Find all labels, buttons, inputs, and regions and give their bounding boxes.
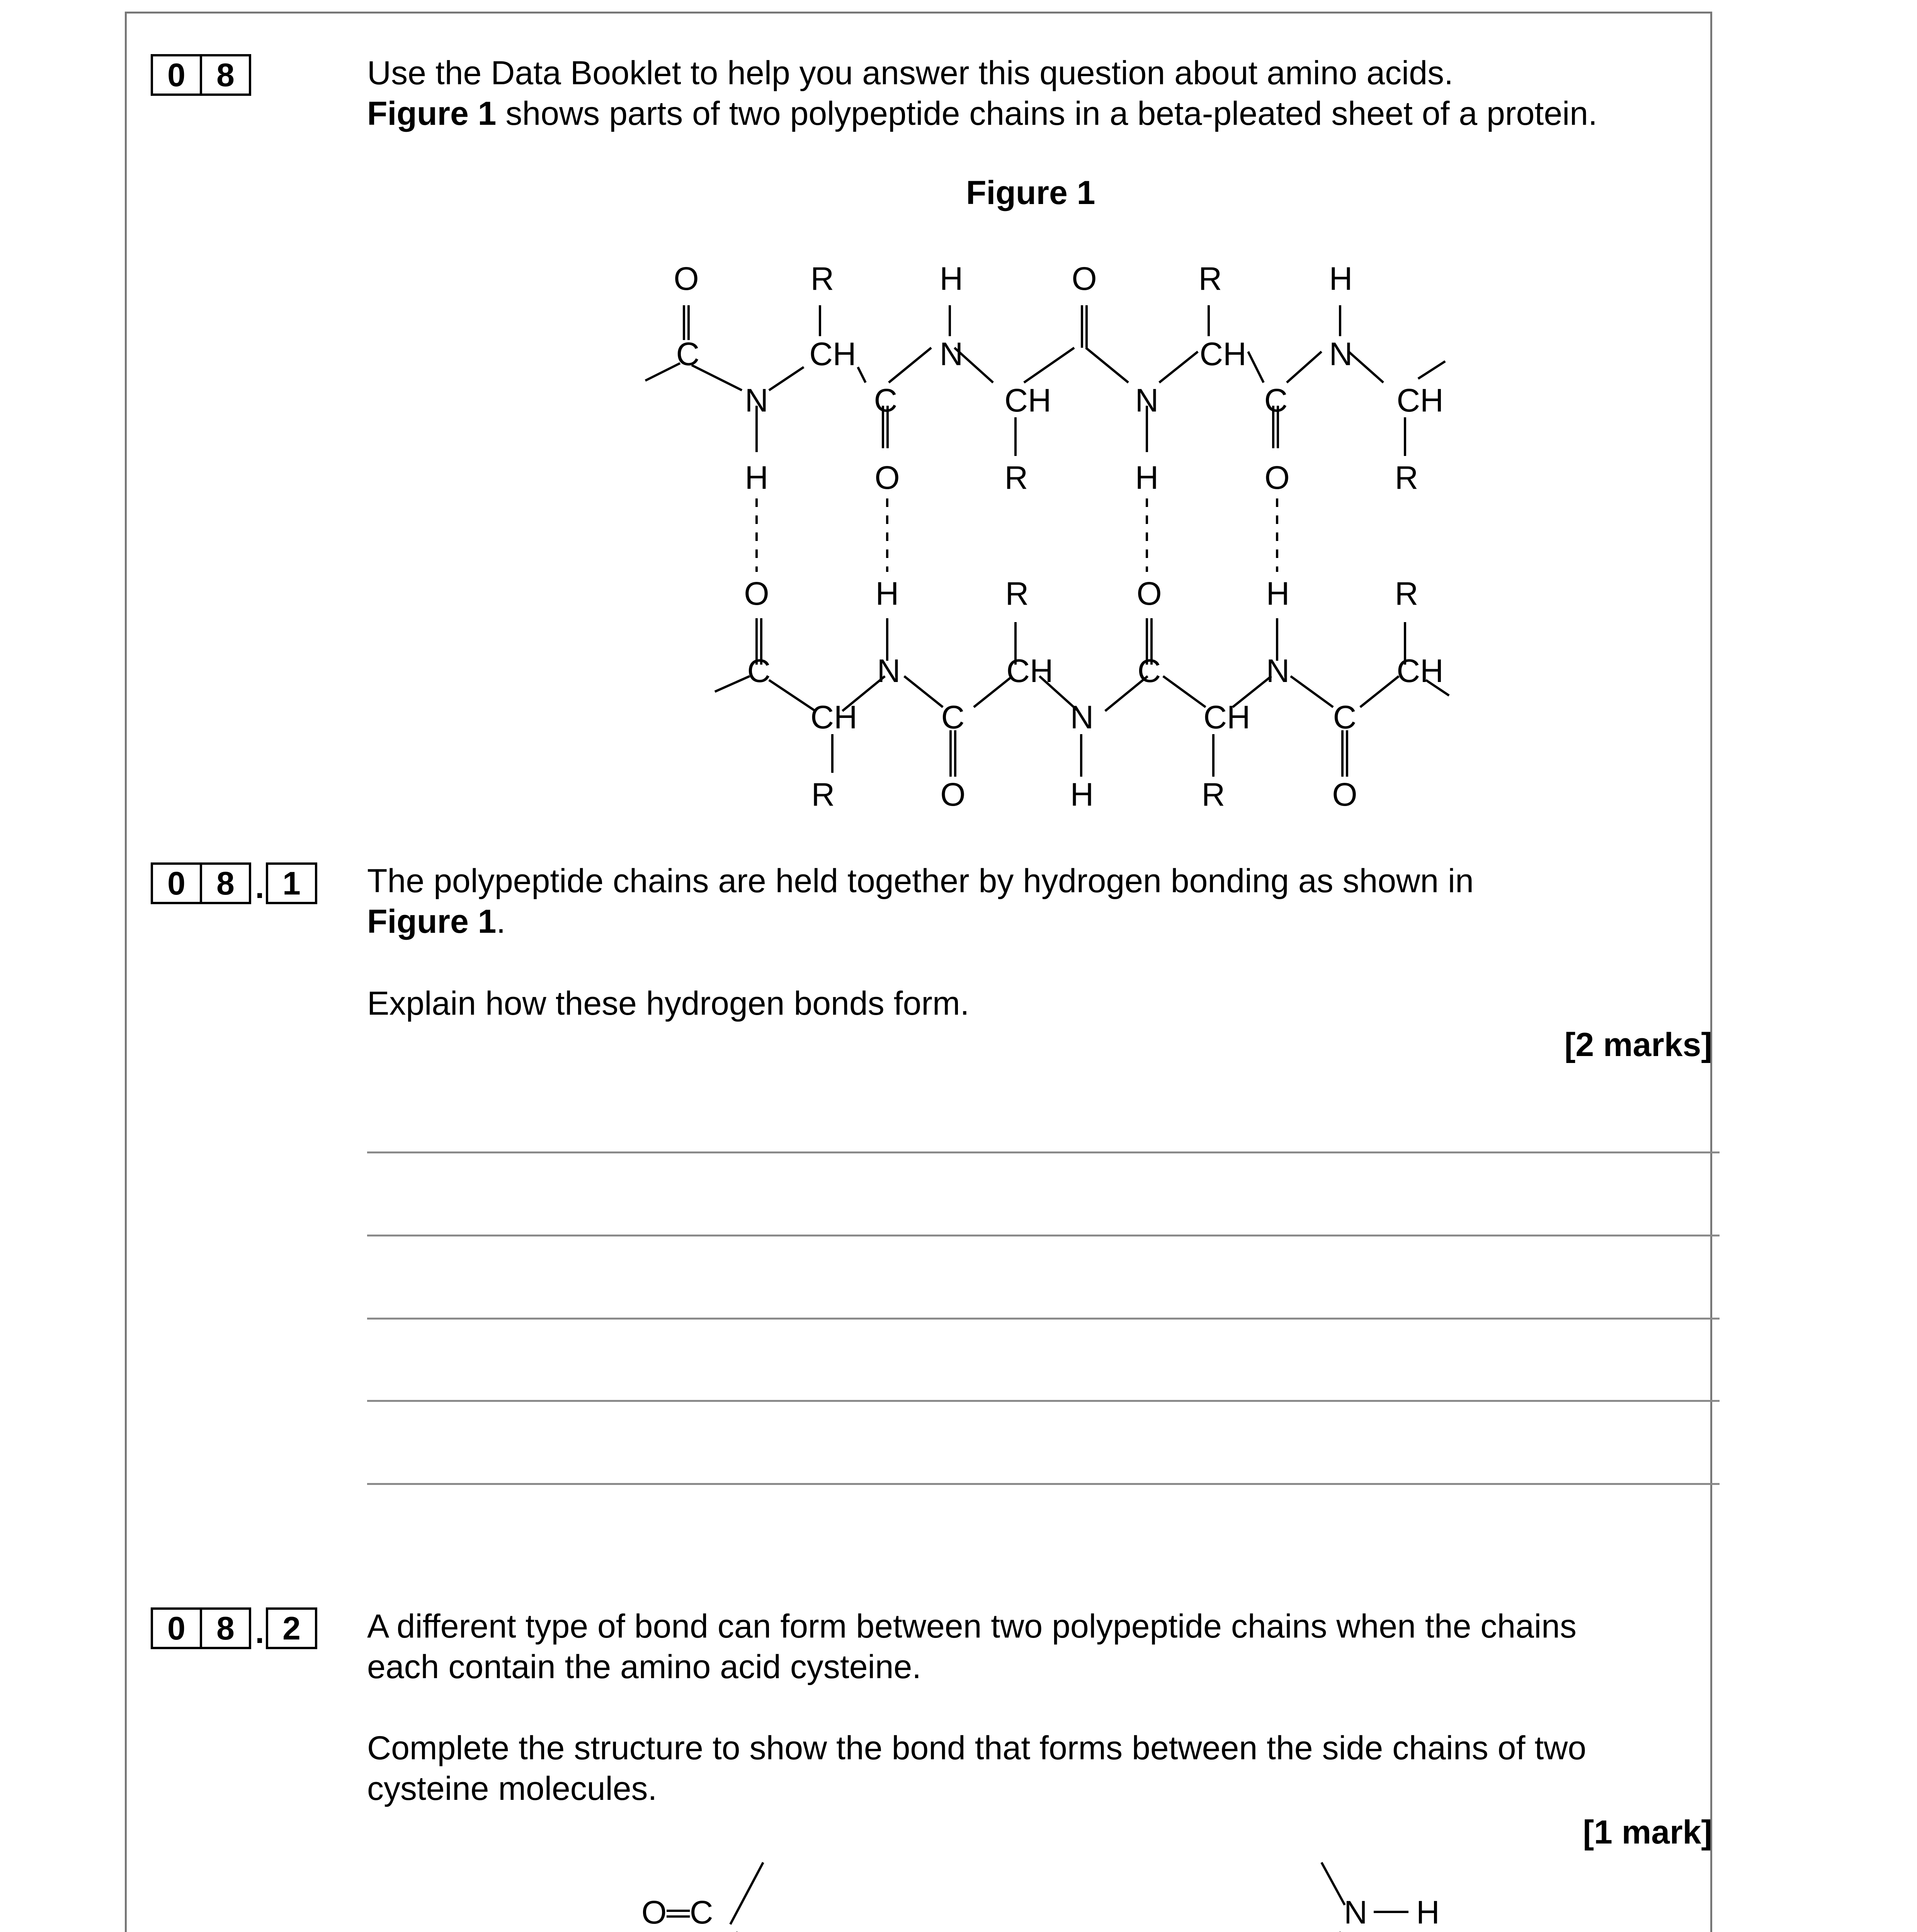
part-number-08-1: 0 8 . 1 [151, 862, 317, 904]
svg-text:CH: CH [1004, 382, 1051, 418]
svg-text:O═C: O═C [641, 1894, 713, 1930]
svg-text:C: C [1264, 382, 1288, 418]
digit-box: 8 [200, 54, 251, 96]
svg-text:O: O [1136, 575, 1162, 612]
marks-label: [2 marks] [1564, 1026, 1712, 1063]
svg-text:O: O [874, 459, 900, 496]
svg-text:O: O [1264, 459, 1290, 496]
part-08-2-text: A different type of bond can form between two polypeptide chains when the chains each contain the amino acid cysteine. [367, 1608, 1577, 1685]
svg-text:C: C [1137, 653, 1161, 689]
svg-text:R: R [1395, 459, 1419, 496]
part-number-08-2: 0 8 . 2 [151, 1607, 317, 1649]
svg-text:H: H [1135, 459, 1159, 496]
svg-text:C: C [676, 336, 700, 372]
svg-text:H: H [875, 575, 899, 612]
svg-text:CH: CH [809, 336, 856, 372]
svg-text:H: H [1070, 776, 1094, 813]
svg-text:N: N [1344, 1894, 1368, 1930]
svg-text:H: H [1329, 260, 1353, 297]
svg-text:O: O [1072, 260, 1097, 297]
svg-text:R: R [1198, 260, 1222, 297]
figure-title: Figure 1 [966, 174, 1095, 211]
svg-text:CH: CH [1203, 699, 1250, 735]
svg-text:N: N [745, 382, 769, 418]
svg-text:H: H [1416, 1894, 1440, 1930]
part-08-1-text: The polypeptide chains are held together by hydrogen bonding as shown in Figure 1. [367, 862, 1474, 940]
svg-text:R: R [1395, 575, 1419, 612]
svg-text:R: R [810, 260, 834, 297]
svg-text:O: O [674, 260, 699, 297]
svg-text:C: C [874, 382, 898, 418]
marks-label: [1 mark] [1583, 1814, 1712, 1851]
answer-line[interactable] [367, 1483, 1720, 1485]
answer-line[interactable] [367, 1400, 1720, 1402]
svg-text:H: H [939, 260, 963, 297]
svg-text:N: N [1329, 336, 1353, 372]
svg-text:CH: CH [1397, 382, 1444, 418]
svg-text:H: H [745, 459, 769, 496]
svg-text:N: N [877, 653, 901, 689]
svg-text:N: N [1070, 699, 1094, 735]
svg-text:C: C [747, 653, 771, 689]
part-08-1-instruction: Explain how these hydrogen bonds form. [367, 985, 970, 1022]
svg-text:C: C [1333, 699, 1357, 735]
part-08-2-instruction: Complete the structure to show the bond that forms between the side chains of two cysteine molecules. [367, 1730, 1587, 1807]
svg-text:O: O [744, 575, 769, 612]
intro-line-2: Figure 1 shows parts of two polypeptide chains in a beta-pleated sheet of a protein. [367, 95, 1597, 132]
svg-text:R: R [811, 776, 835, 813]
svg-text:O: O [1332, 776, 1357, 813]
svg-text:CH: CH [1006, 653, 1053, 689]
svg-text:N: N [1266, 653, 1290, 689]
answer-line[interactable] [367, 1235, 1720, 1236]
svg-text:R: R [1201, 776, 1225, 813]
svg-text:CH: CH [1397, 653, 1444, 689]
svg-text:C: C [941, 699, 965, 735]
svg-text:N: N [1135, 382, 1159, 418]
svg-text:N: N [939, 336, 963, 372]
svg-text:H: H [1266, 575, 1290, 612]
svg-text:R: R [1005, 575, 1029, 612]
beta-sheet-figure [0, 0, 1917, 850]
svg-text:CH: CH [810, 699, 857, 735]
svg-text:O: O [940, 776, 966, 813]
answer-line[interactable] [367, 1318, 1720, 1320]
svg-text:CH: CH [1199, 336, 1247, 372]
cysteine-structures [0, 1855, 1917, 1932]
svg-text:R: R [1004, 459, 1028, 496]
answer-line[interactable] [367, 1151, 1720, 1153]
digit-box: 0 [151, 54, 202, 96]
intro-line-1: Use the Data Booklet to help you answer this question about amino acids. [367, 54, 1453, 92]
